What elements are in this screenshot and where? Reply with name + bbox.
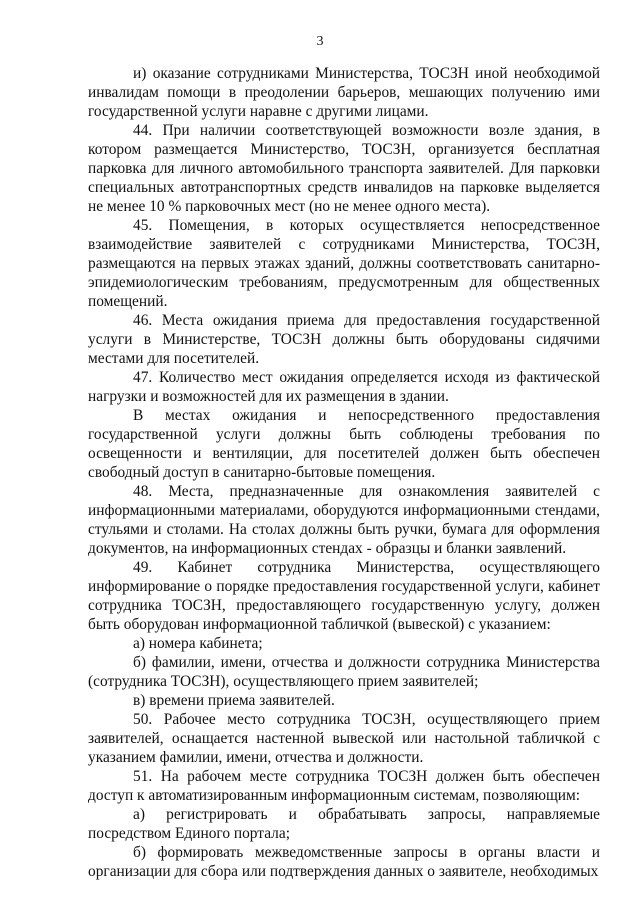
paragraph-item-a-register: а) регистрировать и обрабатывать запросы, направляемые посредством Единого портала; — [88, 806, 600, 842]
paragraph-item-a-room-number: а) номера кабинета; — [133, 635, 263, 652]
document-body — [88, 64, 600, 881]
paragraph-48-info-places: 48. Места, предназначенные для ознакомления заявителей с информационными материалами, оборудуются информационными стендами, стульями и столами. На столах должны быть ручки, бумага для оформления документов, на информационных стендах - образцы и бланки заявлений. — [88, 483, 600, 557]
paragraph-47-waiting-count: 47. Количество мест ожидания определяется исходя из фактической нагрузки и возможностей для их размещения в здании. — [88, 369, 600, 405]
paragraph-44-parking: 44. При наличии соответствующей возможности возле здания, в котором размещается Министерство, ТОСЗН, организуется бесплатная парковка для личного автомобильного транспорта заявителей. Для парковки специальных автотранспортных средств инвалидов на парковке выделяется не менее 10 % парковочных мест (но не менее одного места). — [88, 122, 600, 215]
paragraph-item-v-time: в) времени приема заявителей. — [133, 692, 335, 709]
paragraph-item-b-name: б) фамилии, имени, отчества и должности сотрудника Министерства (сотрудника ТОСЗН), осуществляющего прием заявителей; — [88, 654, 600, 690]
paragraph-waiting-requirements: В местах ожидания и непосредственного предоставления государственной услуги должны быть соблюдены требования по освещенности и вентиляции, для посетителей должен быть обеспечен свободный доступ в санитарно-бытовые помещения. — [88, 407, 600, 481]
paragraph-item-i: и) оказание сотрудниками Министерства, ТОСЗН иной необходимой инвалидам помощи в преодолении барьеров, мешающих получению ими государственной услуги наравне с другими лицами. — [88, 65, 600, 120]
paragraph-51-systems-access: 51. На рабочем месте сотрудника ТОСЗН должен быть обеспечен доступ к автоматизированным информационным системам, позволяющим: — [88, 768, 600, 804]
paragraph-45-premises: 45. Помещения, в которых осуществляется непосредственное взаимодействие заявителей с сотрудниками Министерства, ТОСЗН, размещаются на первых этажах зданий, должны соответствовать санитарно-эпидемиологическим требованиям, предусмотренным для общественных помещений. — [88, 217, 600, 310]
paragraph-item-b-requests: б) формировать межведомственные запросы в органы власти и организации для сбора или подтверждения данных о заявителе, необходимых — [88, 844, 600, 880]
paragraph-49-office-sign: 49. Кабинет сотрудника Министерства, осуществляющего информирование о порядке предоставления государственной услуги, кабинет сотрудника ТОСЗН, предоставляющего государственную услугу, должен быть оборудован информационной табличкой (вывеской) с указанием: — [88, 559, 600, 633]
page-number: 3 — [316, 34, 324, 49]
paragraph-46-waiting-places: 46. Места ожидания приема для предоставления государственной услуги в Министерстве, ТОСЗН должны быть оборудованы сидячими местами для посетителей. — [88, 312, 600, 367]
paragraph-50-workplace: 50. Рабочее место сотрудника ТОСЗН, осуществляющего прием заявителей, оснащается настенной вывеской или настольной табличкой с указанием фамилии, имени, отчества и должности. — [88, 711, 600, 766]
